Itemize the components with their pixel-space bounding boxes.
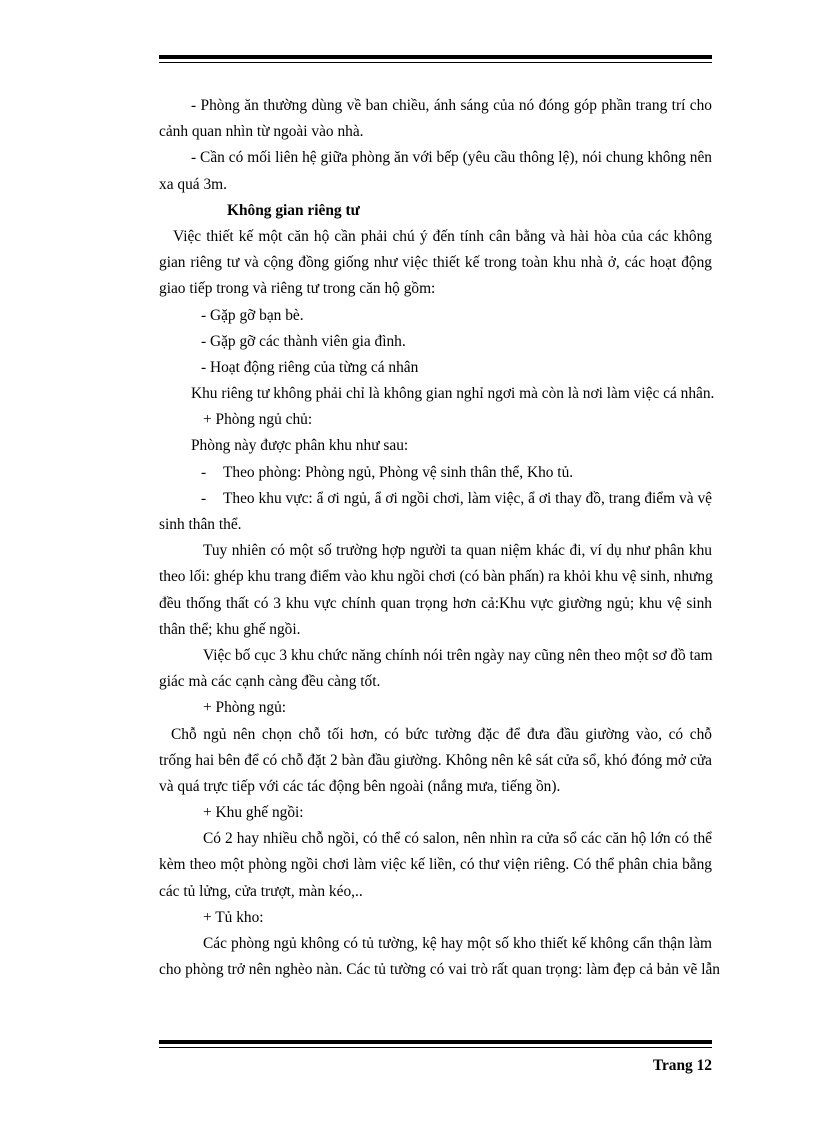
dash-bullet: - [201, 463, 207, 481]
footer-rule-thick [159, 1040, 712, 1044]
text-line: Việc thiết kế một căn hộ cần phải chú ý đến tính cân bằng và hài hòa của các không [173, 227, 712, 245]
header-rule-thin [159, 62, 712, 63]
page-number: Trang 12 [652, 1057, 712, 1074]
text-line: Có 2 hay nhiều chỗ ngồi, có thể có salon, nên nhìn ra cửa sổ các căn hộ lớn có thể [203, 830, 712, 848]
text-line: giác mà các cạnh càng đều càng tốt. [159, 673, 381, 691]
list-item: - Hoạt động riêng của từng cá nhân [201, 358, 419, 376]
dash-list-item [159, 460, 712, 486]
dash-list-item [159, 486, 712, 512]
text-line: kèm theo một phòng ngồi chơi làm việc kế liền, có thư viện riêng. Có thể phân chia bằng [159, 856, 712, 874]
text-line: xa quá 3m. [159, 175, 227, 193]
text-line: theo lối: ghép khu trang điểm vào khu ngồi chơi (có bàn phấn) ra khỏi khu vệ sinh, nhưng [159, 568, 713, 586]
subheading: + Tủ kho: [203, 908, 264, 926]
subheading: + Phòng ngủ: [203, 699, 287, 717]
text-line: trống hai bên để có chỗ đặt 2 bàn đầu giường. Không nên kê sát cửa sổ, khó đóng mở cửa [159, 751, 712, 769]
list-item: - Gặp gỡ bạn bè. [201, 306, 304, 324]
text-line: thân thể; khu ghế ngồi. [159, 620, 301, 638]
list-item: - Gặp gỡ các thành viên gia đình. [201, 332, 406, 350]
text-line: gian riêng tư và cộng đồng giống như việc thiết kế trong toàn khu nhà ở, các hoạt động [159, 254, 712, 272]
text-line: giao tiếp trong và riêng tư trong căn hộ gồm: [159, 280, 436, 298]
text-line: Chỗ ngủ nên chọn chỗ tối hơn, có bức tường đặc để đưa đầu giường vào, có chỗ [171, 725, 712, 743]
text-line: Khu riêng tư không phải chỉ là không gian nghỉ ngơi mà còn là nơi làm việc cá nhân. [191, 385, 715, 403]
text-line: đều thống thất có 3 khu vực chính quan trọng hơn cả:Khu vực giường ngủ; khu vệ sinh [159, 594, 712, 612]
text-line: các tủ lửng, cửa trượt, màn kéo,.. [159, 882, 363, 900]
text-line: Phòng này được phân khu như sau: [191, 437, 409, 455]
dash-list-text: Theo phòng: Phòng ngủ, Phòng vệ sinh thân thể, Kho tủ. [223, 463, 574, 481]
dash-bullet: - [201, 489, 207, 507]
subheading: + Phòng ngủ chủ: [203, 411, 313, 429]
text-line: cho phòng trở nên nghèo nàn. Các tủ tường có vai trò rất quan trọng: làm đẹp cả bản vẽ lẫn [159, 961, 720, 979]
text-line: và quá trực tiếp với các tác động bên ngoài (nắng mưa, tiếng ồn). [159, 777, 561, 795]
text-line: - Cần có mối liên hệ giữa phòng ăn với bếp (yêu cầu thông lệ), nói chung không nên [191, 149, 712, 167]
text-line: cảnh quan nhìn từ ngoài vào nhà. [159, 123, 364, 141]
header-rule-thick [159, 55, 712, 59]
text-line: - Phòng ăn thường dùng về ban chiều, ánh sáng của nó đóng góp phần trang trí cho [191, 97, 712, 114]
section-heading: Không gian riêng tư [227, 201, 360, 219]
subheading: + Khu ghế ngồi: [203, 804, 304, 822]
text-line: Việc bố cục 3 khu chức năng chính nói trên ngày nay cũng nên theo một sơ đồ tam [203, 646, 713, 664]
dash-list-text: Theo khu vực: ẩ ơi ngủ, ẩ ơi ngồi chơi, làm việc, ẩ ơi thay đồ, trang điểm và vệ [223, 489, 712, 507]
page-body [159, 93, 720, 983]
footer-rule-thin [159, 1047, 712, 1048]
text-line: Tuy nhiên có một số trường hợp người ta quan niệm khác đi, ví dụ như phân khu [203, 542, 712, 560]
text-line: Các phòng ngủ không có tủ tường, kệ hay một số kho thiết kế không cẩn thận làm [203, 935, 712, 952]
text-line: sinh thân thể. [159, 516, 242, 533]
